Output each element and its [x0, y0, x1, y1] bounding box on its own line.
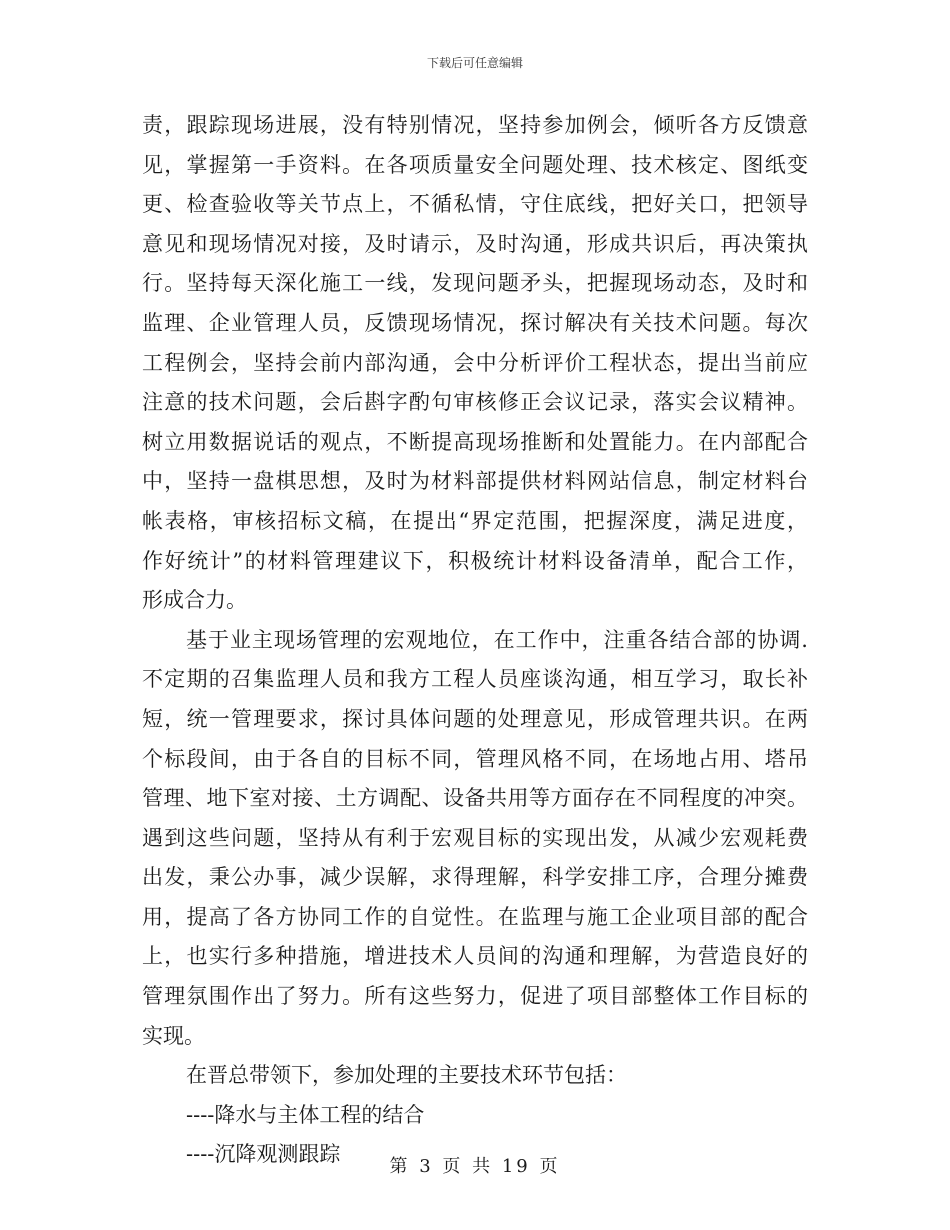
text-line: 管理氛围作出了努力。所有这些努力，促进了项目部整体工作目标的	[142, 984, 808, 1009]
text-line: 个标段间，由于各自的目标不同，管理风格不同，在场地占用、塔吊	[142, 746, 808, 771]
text-line: 出发，秉公办事，减少误解，求得理解，科学安排工序，合理分摊费	[142, 865, 808, 890]
list-item: ----沉降观测跟踪	[186, 1142, 341, 1167]
text-line: 更、检查验收等关节点上，不循私情，守住底线，把好关口，把领导	[142, 192, 808, 217]
list-item: ----降水与主体工程的结合	[186, 1102, 425, 1127]
text-line: 用，提高了各方协同工作的自觉性。在监理与施工企业项目部的配合	[142, 904, 808, 929]
text-line: 遇到这些问题，坚持从有利于宏观目标的实现出发，从减少宏观耗费	[142, 825, 808, 850]
text-line: 短，统一管理要求，探讨具体问题的处理意见，形成管理共识。在两	[142, 706, 808, 731]
document-body	[142, 106, 808, 1175]
text-line: 作好统计”的材料管理建议下，积极统计材料设备清单，配合工作，	[142, 548, 808, 573]
text-line: 实现。	[142, 1023, 205, 1048]
text-line: 意见和现场情况对接，及时请示，及时沟通，形成共识后，再决策执	[142, 231, 808, 256]
text-line: 树立用数据说话的观点，不断提高现场推断和处置能力。在内部配合	[142, 429, 808, 454]
text-line: 基于业主现场管理的宏观地位，在工作中，注重各结合部的协调.	[186, 627, 808, 652]
text-line: 形成合力。	[142, 588, 247, 613]
text-line: 管理、地下室对接、土方调配、设备共用等方面存在不同程度的冲突。	[142, 786, 808, 811]
text-line: 不定期的召集监理人员和我方工程人员座谈沟通，相互学习，取长补	[142, 667, 808, 692]
text-line: 监理、企业管理人员，反馈现场情况，探讨解决有关技术问题。每次	[142, 310, 808, 335]
text-line: 见，掌握第一手资料。在各项质量安全问题处理、技术核定、图纸变	[142, 152, 808, 177]
text-line: 责，跟踪现场进展，没有特别情况，坚持参加例会，倾听各方反馈意	[142, 113, 808, 137]
text-line: 行。坚持每天深化施工一线，发现问题矛头，把握现场动态，及时和	[142, 271, 808, 296]
text-line: 注意的技术问题，会后斟字酌句审核修正会议记录，落实会议精神。	[142, 390, 808, 415]
text-line: 上，也实行多种措施，增进技术人员间的沟通和理解，为营造良好的	[142, 944, 808, 969]
page-number: 第 3 页 共 19 页	[389, 1156, 561, 1177]
header-note: 下载后可任意编辑	[426, 56, 523, 70]
text-line: 工程例会，坚持会前内部沟通，会中分析评价工程状态，提出当前应	[142, 350, 808, 375]
text-line: 中，坚持一盘棋思想，及时为材料部提供材料网站信息，制定材料台	[142, 469, 808, 494]
text-line: 在晋总带领下，参加处理的主要技术环节包括：	[186, 1063, 627, 1088]
text-line: 帐表格，审核招标文稿，在提出“界定范围，把握深度，满足进度，	[142, 508, 808, 533]
